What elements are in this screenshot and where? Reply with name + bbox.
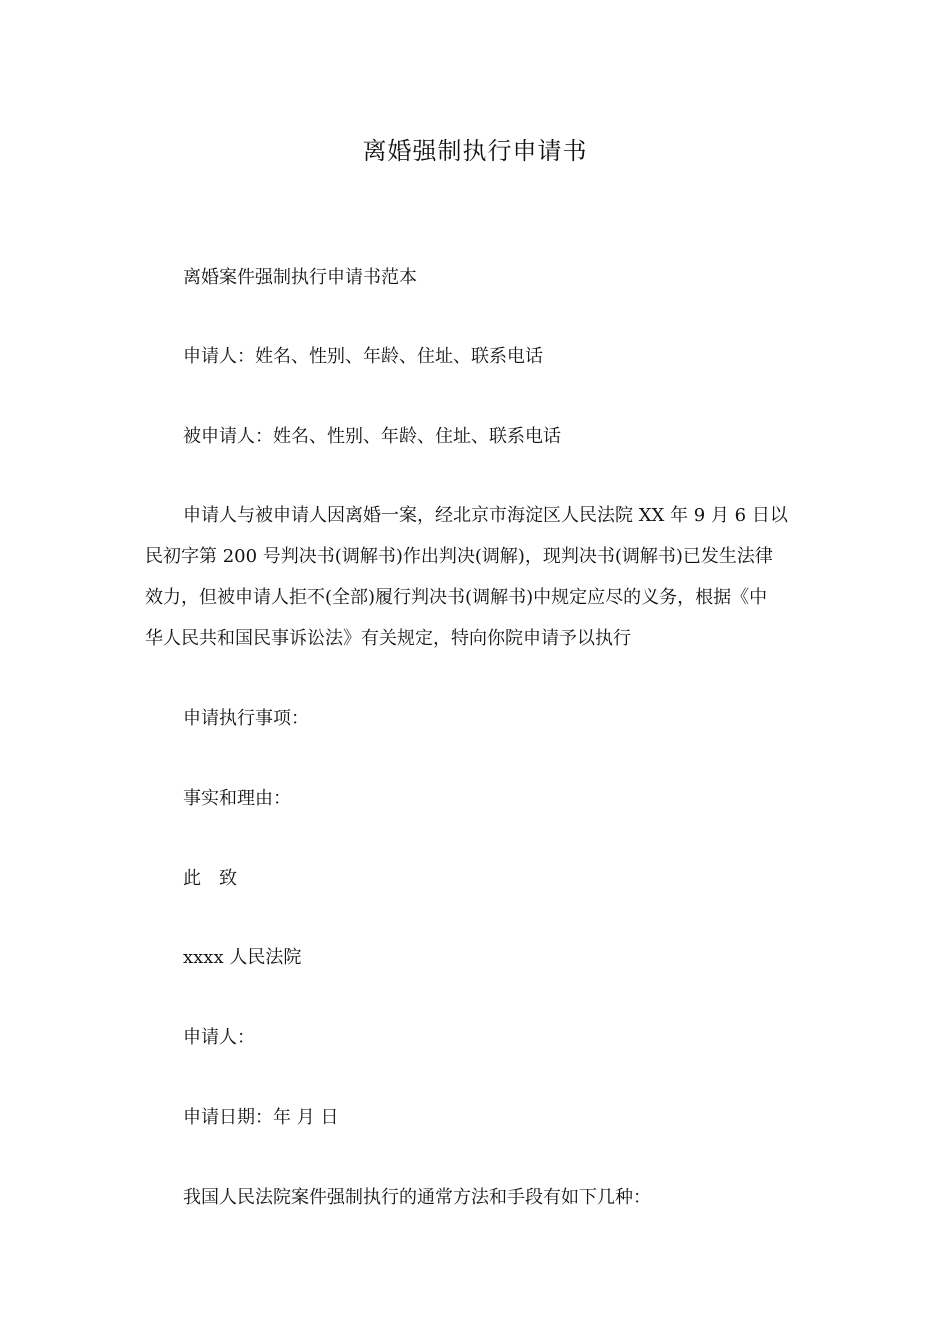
paragraph-court: xxxx 人民法院 [183,947,302,968]
paragraph-applicant: 申请人：姓名、性别、年龄、住址、联系电话 [183,346,543,367]
paragraph-case-statement [145,495,805,659]
case-statement-line: 华人民共和国民事诉讼法》有关规定，特向你院申请予以执行 [145,628,631,649]
paragraph-application-date: 申请日期：年 月 日 [183,1107,339,1128]
paragraph-execution-items: 申请执行事项： [183,708,309,729]
document-title: 离婚强制执行申请书 [362,137,588,165]
paragraph-applicant-signature: 申请人： [183,1027,255,1048]
case-statement-line: 民初字第 200 号判决书(调解书)作出判决(调解)，现判决书(调解书)已发生法律 [145,546,773,567]
paragraph-facts-reasons: 事实和理由： [183,788,291,809]
paragraph-template-name: 离婚案件强制执行申请书范本 [183,267,417,288]
case-statement-line: 效力，但被申请人拒不(全部)履行判决书(调解书)中规定应尽的义务，根据《中 [145,587,768,608]
paragraph-respondent: 被申请人：姓名、性别、年龄、住址、联系电话 [183,426,561,447]
paragraph-salutation: 此 致 [183,868,237,889]
paragraph-enforcement-methods: 我国人民法院案件强制执行的通常方法和手段有如下几种： [183,1187,651,1208]
case-statement-line: 申请人与被申请人因离婚一案，经北京市海淀区人民法院 XX 年 9 月 6 日以 [183,505,788,526]
